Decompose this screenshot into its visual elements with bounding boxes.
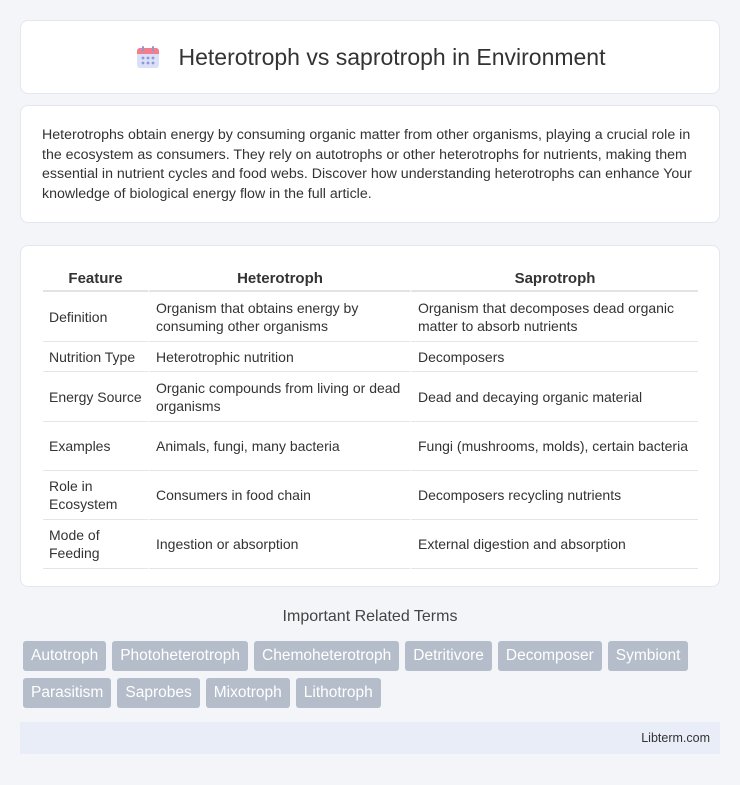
table-header-row xyxy=(43,264,698,292)
row-saprotroph: Decomposers xyxy=(410,342,698,372)
footer xyxy=(20,722,720,754)
row-heterotroph: Organic compounds from living or dead organisms xyxy=(148,372,410,422)
calendar-icon xyxy=(135,44,161,70)
related-terms-tags xyxy=(23,641,723,708)
row-saprotroph: Decomposers recycling nutrients xyxy=(410,471,698,520)
intro-text: Heterotrophs obtain energy by consuming organic matter from other organisms, playing a crucial role in the ecosystem as consumers. They rely on autotrophs or other heterotrophs for nutrients, making them essential in nutrient cycles and food webs. Discover how understanding heterotrophs can enhance Your knowledge of biological energy flow in the full article. xyxy=(42,127,692,202)
tag-photoheterotroph[interactable]: Photoheterotroph xyxy=(112,641,248,671)
row-heterotroph: Animals, fungi, many bacteria xyxy=(148,422,410,471)
header-feature: Feature xyxy=(43,264,148,292)
row-heterotroph: Ingestion or absorption xyxy=(148,520,410,569)
table-row xyxy=(43,292,698,342)
row-feature: Examples xyxy=(43,422,148,471)
table-row xyxy=(43,422,698,471)
row-heterotroph: Heterotrophic nutrition xyxy=(148,342,410,372)
row-feature: Role in Ecosystem xyxy=(43,471,148,520)
table-row xyxy=(43,342,698,372)
table-row xyxy=(43,520,698,569)
header-saprotroph: Saprotroph xyxy=(410,264,698,292)
row-feature: Energy Source xyxy=(43,372,148,422)
row-saprotroph: External digestion and absorption xyxy=(410,520,698,569)
comparison-table-card xyxy=(20,245,720,587)
tag-parasitism[interactable]: Parasitism xyxy=(23,678,111,708)
tag-mixotroph[interactable]: Mixotroph xyxy=(206,678,290,708)
tag-chemoheterotroph[interactable]: Chemoheterotroph xyxy=(254,641,399,671)
row-feature: Definition xyxy=(43,292,148,342)
tag-autotroph[interactable]: Autotroph xyxy=(23,641,106,671)
row-heterotroph: Organism that obtains energy by consuming other organisms xyxy=(148,292,410,342)
tag-saprobes[interactable]: Saprobes xyxy=(117,678,199,708)
header-card xyxy=(20,20,720,94)
row-feature: Mode of Feeding xyxy=(43,520,148,569)
page-title: Heterotroph vs saprotroph in Environment xyxy=(178,43,606,70)
footer-site-link[interactable]: Libterm.com xyxy=(641,731,710,745)
related-terms-title: Important Related Terms xyxy=(282,608,458,625)
table-row xyxy=(43,372,698,422)
row-saprotroph: Organism that decomposes dead organic matter to absorb nutrients xyxy=(410,292,698,342)
row-saprotroph: Fungi (mushrooms, molds), certain bacteria xyxy=(410,422,698,471)
table-row xyxy=(43,471,698,520)
tag-lithotroph[interactable]: Lithotroph xyxy=(296,678,381,708)
tag-detritivore[interactable]: Detritivore xyxy=(405,641,492,671)
row-heterotroph: Consumers in food chain xyxy=(148,471,410,520)
intro-card xyxy=(20,105,720,223)
row-feature: Nutrition Type xyxy=(43,342,148,372)
tag-symbiont[interactable]: Symbiont xyxy=(608,641,689,671)
comparison-table xyxy=(43,264,698,569)
row-saprotroph: Dead and decaying organic material xyxy=(410,372,698,422)
header-heterotroph: Heterotroph xyxy=(148,264,410,292)
tag-decomposer[interactable]: Decomposer xyxy=(498,641,602,671)
